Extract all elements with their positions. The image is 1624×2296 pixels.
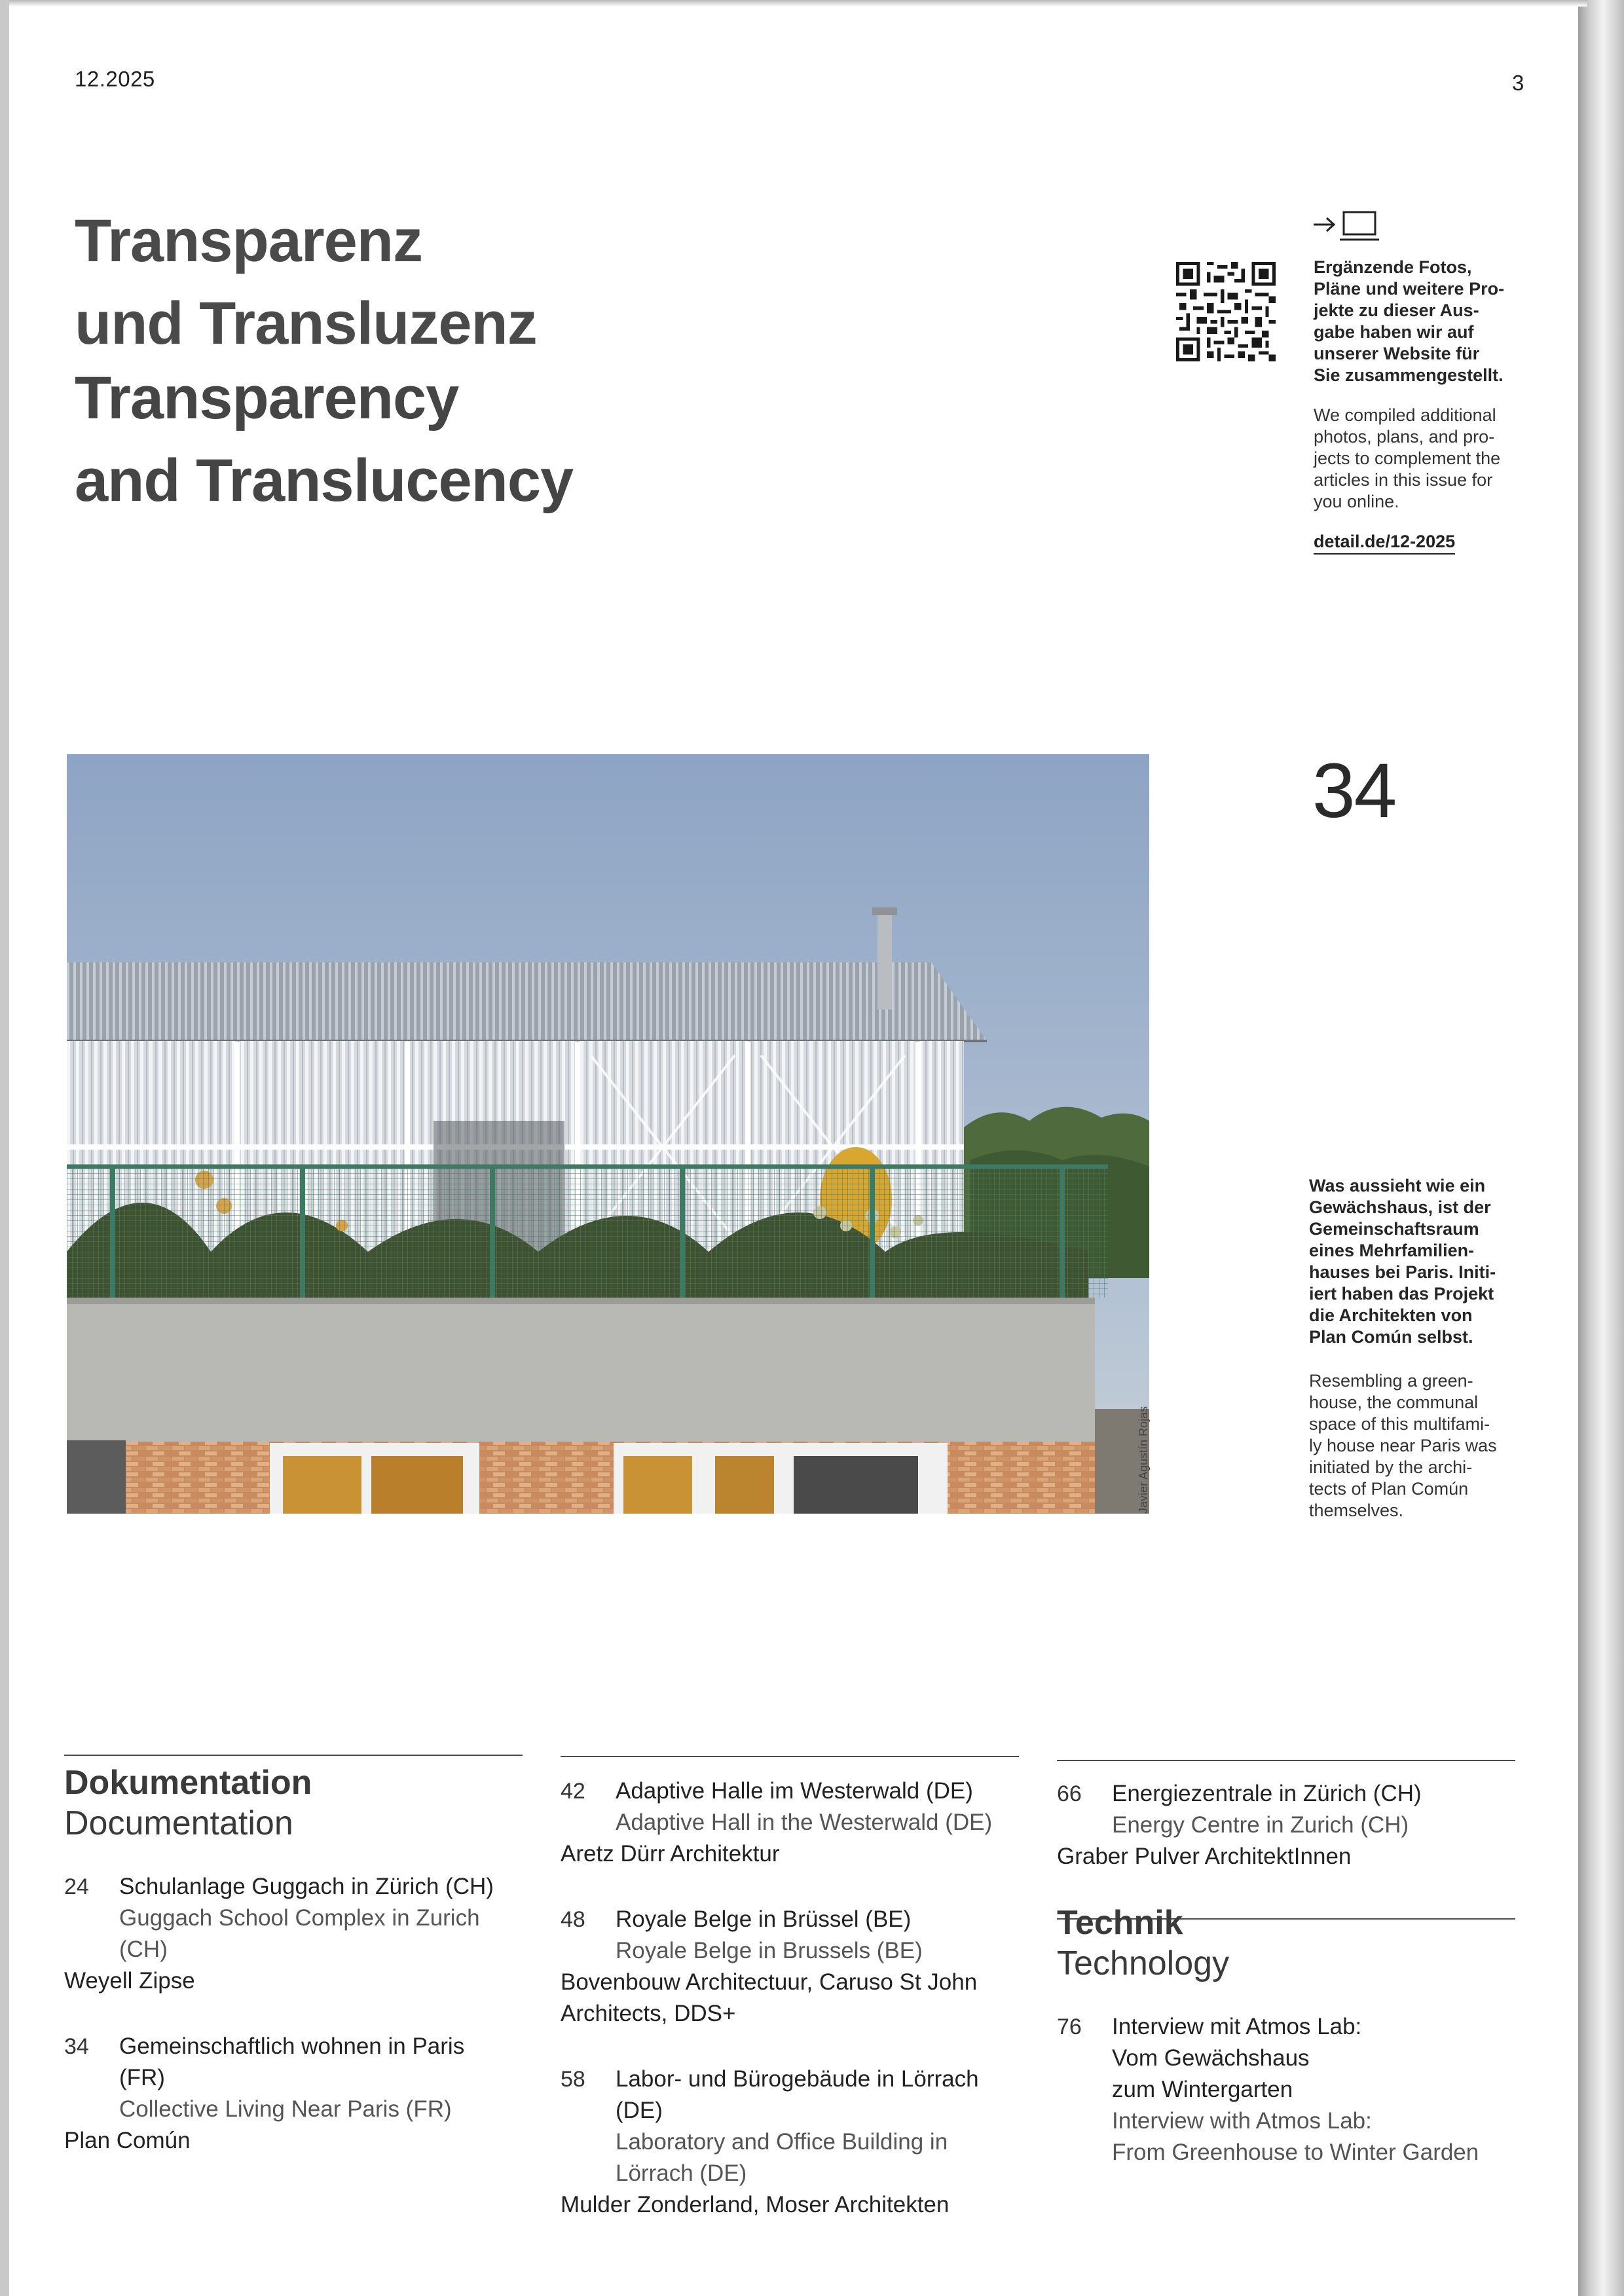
toc-title-de: Gemeinschaftlich wohnen in Paris [119, 2033, 465, 2059]
section-title-de: Dokumentation [64, 1764, 312, 1802]
toc-title-de: Adaptive Halle im Westerwald (DE) [616, 1778, 973, 1804]
toc-title-de: Interview mit Atmos Lab: [1112, 2014, 1362, 2039]
qr-code-icon[interactable] [1176, 262, 1276, 361]
toc-title-de: (FR) [119, 2065, 165, 2090]
caption-de: Was aussieht wie ein Gewächshaus, ist der Gemeinschaftsraum eines Mehrfamilien- hauses bei Paris. Initi- iert haben das Projekt die Architekten von Plan Común selbst. [1309, 1176, 1496, 1347]
page-title-de: Transparenz und Transluzenz [75, 208, 537, 357]
greenhouse-photo [67, 754, 1149, 1514]
page-number: 3 [1512, 71, 1524, 95]
top-shadow [9, 0, 1587, 7]
toc-column-2 [561, 1776, 1019, 2255]
feature-page-number: 34 [1312, 748, 1396, 834]
toc-entry[interactable] [64, 1871, 523, 1997]
toc-title-en: Adaptive Hall in the Westerwald (DE) [616, 1810, 993, 1835]
section-title-en: Documentation [64, 1804, 293, 1842]
toc-title-en: Energy Centre in Zurich (CH) [1112, 1812, 1409, 1838]
section-title-en: Technology [1057, 1944, 1230, 1982]
toc-architect: Plan Común [64, 2128, 191, 2153]
toc-divider-col1 [64, 1755, 523, 1756]
toc-title-en: (CH) [119, 1937, 168, 1962]
toc-title-en: Laboratory and Office Building in [616, 2129, 948, 2155]
toc-page-number: 42 [561, 1779, 585, 1804]
toc-title-en: Guggach School Complex in Zurich [119, 1905, 480, 1931]
toc-page-number: 48 [561, 1907, 585, 1932]
toc-page-number: 66 [1057, 1781, 1082, 1806]
caption-en: Resembling a green- house, the communal space of this multifami- ly house near Paris was initiated by the archi- tects of Plan Común themselves. [1309, 1371, 1497, 1520]
toc-column-3 [1057, 1778, 1515, 2202]
toc-architect: Mulder Zonderland, Moser Architekten [561, 2192, 950, 2217]
toc-architect: Weyell Zipse [64, 1968, 195, 1994]
toc-title-en: Collective Living Near Paris (FR) [119, 2096, 452, 2122]
toc-entry[interactable] [1057, 1778, 1515, 1872]
toc-divider-col3 [1057, 1760, 1515, 1761]
toc-entry[interactable] [561, 1904, 1019, 2030]
toc-title-en: Royale Belge in Brussels (BE) [616, 1938, 923, 1963]
toc-page-number: 58 [561, 2067, 585, 2092]
toc-entry[interactable] [561, 2064, 1019, 2221]
toc-column-1 [64, 1762, 523, 2191]
toc-title-en: From Greenhouse to Winter Garden [1112, 2140, 1479, 2165]
website-link[interactable]: detail.de/12-2025 [1314, 532, 1455, 555]
section-title-de: Technik [1057, 1904, 1183, 1942]
toc-title-de: Energiezentrale in Zürich (CH) [1112, 1781, 1422, 1806]
toc-title-de: zum Wintergarten [1112, 2077, 1293, 2102]
page-title-en: Transparency and Translucency [75, 365, 574, 514]
toc-architect: Graber Pulver ArchitektInnen [1057, 1844, 1352, 1869]
issue-date: 12.2025 [75, 67, 155, 91]
toc-title-de: Schulanlage Guggach in Zürich (CH) [119, 1874, 494, 1899]
toc-entry[interactable] [561, 1776, 1019, 1870]
toc-page-number: 24 [64, 1874, 89, 1899]
toc-title-de: (DE) [616, 2098, 663, 2123]
toc-divider-col2 [561, 1756, 1019, 1757]
toc-entry[interactable] [1057, 2011, 1515, 2168]
toc-title-en: Lörrach (DE) [616, 2160, 747, 2186]
toc-title-de: Labor- und Bürogebäude in Lörrach [616, 2066, 979, 2092]
photo-credit: Javier Agustín Rojas [1137, 1406, 1150, 1514]
toc-title-de: Vom Gewächshaus [1112, 2045, 1310, 2071]
arrow-right-to-laptop-icon [1312, 210, 1384, 245]
toc-architect: Bovenbouw Architectuur, Caruso St John [561, 1969, 978, 1995]
web-note-en: We compiled additional photos, plans, and pro- jects to complement the articles in this issue for you online. [1314, 405, 1501, 511]
toc-architect: Architects, DDS+ [561, 2001, 736, 2026]
web-note-de: Ergänzende Fotos, Pläne und weitere Pro- jekte zu dieser Aus- gabe haben wir auf unserer Website für Sie zusammengestellt. [1314, 257, 1505, 385]
toc-architect: Aretz Dürr Architektur [561, 1841, 780, 1867]
page-edge-shadow [1578, 0, 1624, 2296]
toc-title-en: Interview with Atmos Lab: [1112, 2108, 1372, 2134]
toc-title-de: Royale Belge in Brüssel (BE) [616, 1906, 912, 1932]
toc-page-number: 34 [64, 2034, 89, 2059]
toc-entry[interactable] [64, 2031, 523, 2157]
toc-page-number: 76 [1057, 2014, 1082, 2039]
